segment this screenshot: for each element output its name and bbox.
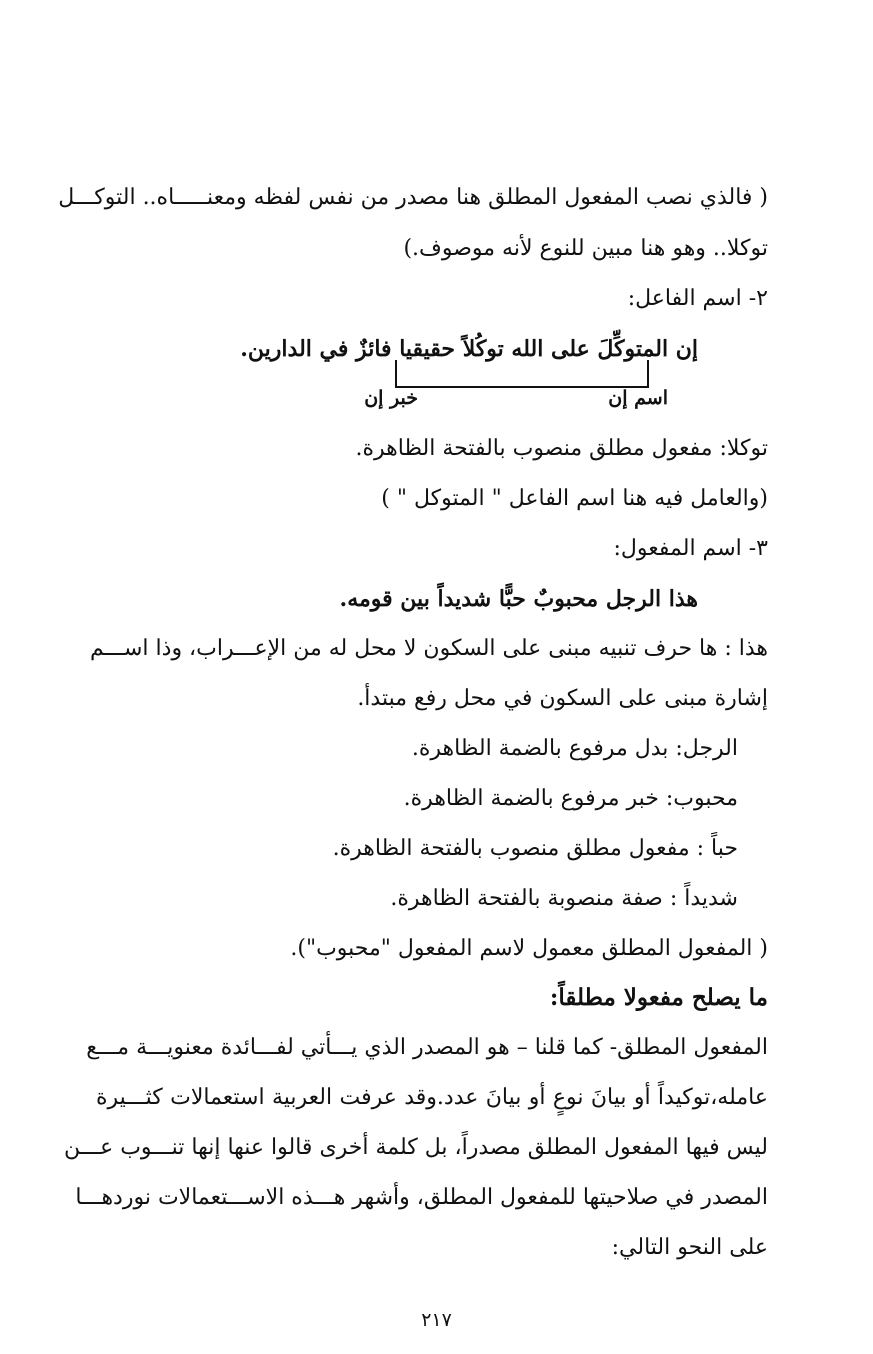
section-heading-active-participle: ٢- اسم الفاعل: <box>627 286 768 311</box>
parsing-line-mahboob: محبوب: خبر مرفوع بالضمة الظاهرة. <box>403 786 738 811</box>
parsing-line-hatha: هذا : ها حرف تنبيه مبنى على السكون لا محل له من الإعـــراب، وذا اســـم <box>90 636 768 661</box>
label-khabar-inna: خبر إن <box>364 387 418 409</box>
parsing-line-tawakkulan: توكلا: مفعول مطلق منصوب بالفتحة الظاهرة. <box>355 436 768 461</box>
parsing-line-hatha-cont: إشارة مبنى على السكون في محل رفع مبتدأ. <box>357 686 768 711</box>
page-number: ٢١٧ <box>421 1309 452 1331</box>
paragraph-line-2: توكلا.. وهو هنا مبين للنوع لأنه موصوف.) <box>403 236 768 261</box>
example-sentence-1: إن المتوكِّلَ على الله توكُلاً حقيقيا فائزٌ في الدارين. <box>240 336 698 362</box>
paragraph-line-21: المصدر في صلاحيتها للمفعول المطلق، وأشهر هـــذه الاســـتعمالات نوردهـــا <box>75 1185 768 1210</box>
paragraph-line-18: المفعول المطلق- كما قلنا – هو المصدر الذي يـــأتي لفـــائدة معنويـــة مـــع <box>86 1035 768 1060</box>
paragraph-line-19: عامله،توكيداً أو بيانَ نوعٍ أو بيانَ عدد.وقد عرفت العربية استعمالات كثـــيرة <box>96 1085 768 1110</box>
note-line-passive: ( المفعول المطلق معمول لاسم المفعول "محبوب"). <box>290 936 768 961</box>
note-line-governor: (والعامل فيه هنا اسم الفاعل " المتوكل " ) <box>381 486 768 511</box>
section-heading-passive-participle: ٣- اسم المفعول: <box>613 536 768 561</box>
parsing-line-hubban: حباً : مفعول مطلق منصوب بالفتحة الظاهرة. <box>332 836 738 861</box>
section-heading-substitutes: ما يصلح مفعولا مطلقاً: <box>549 984 768 1011</box>
label-ism-inna: اسم إن <box>608 387 668 409</box>
parsing-line-shadeedan: شديداً : صفة منصوبة بالفتحة الظاهرة. <box>390 886 738 911</box>
paragraph-line-22: على النحو التالي: <box>611 1235 768 1260</box>
grammar-bracket <box>395 360 649 388</box>
paragraph-line-20: ليس فيها المفعول المطلق مصدراً، بل كلمة أخرى قالوا عنها إنها تنـــوب عـــن <box>64 1135 768 1160</box>
paragraph-line-1: ( فالذي نصب المفعول المطلق هنا مصدر من نفس لفظه ومعنـــــاه.. التوكـــل <box>58 185 768 210</box>
example-sentence-2: هذا الرجل محبوبٌ حبًّا شديداً بين قومه. <box>339 586 698 612</box>
parsing-line-rajul: الرجل: بدل مرفوع بالضمة الظاهرة. <box>411 736 738 761</box>
